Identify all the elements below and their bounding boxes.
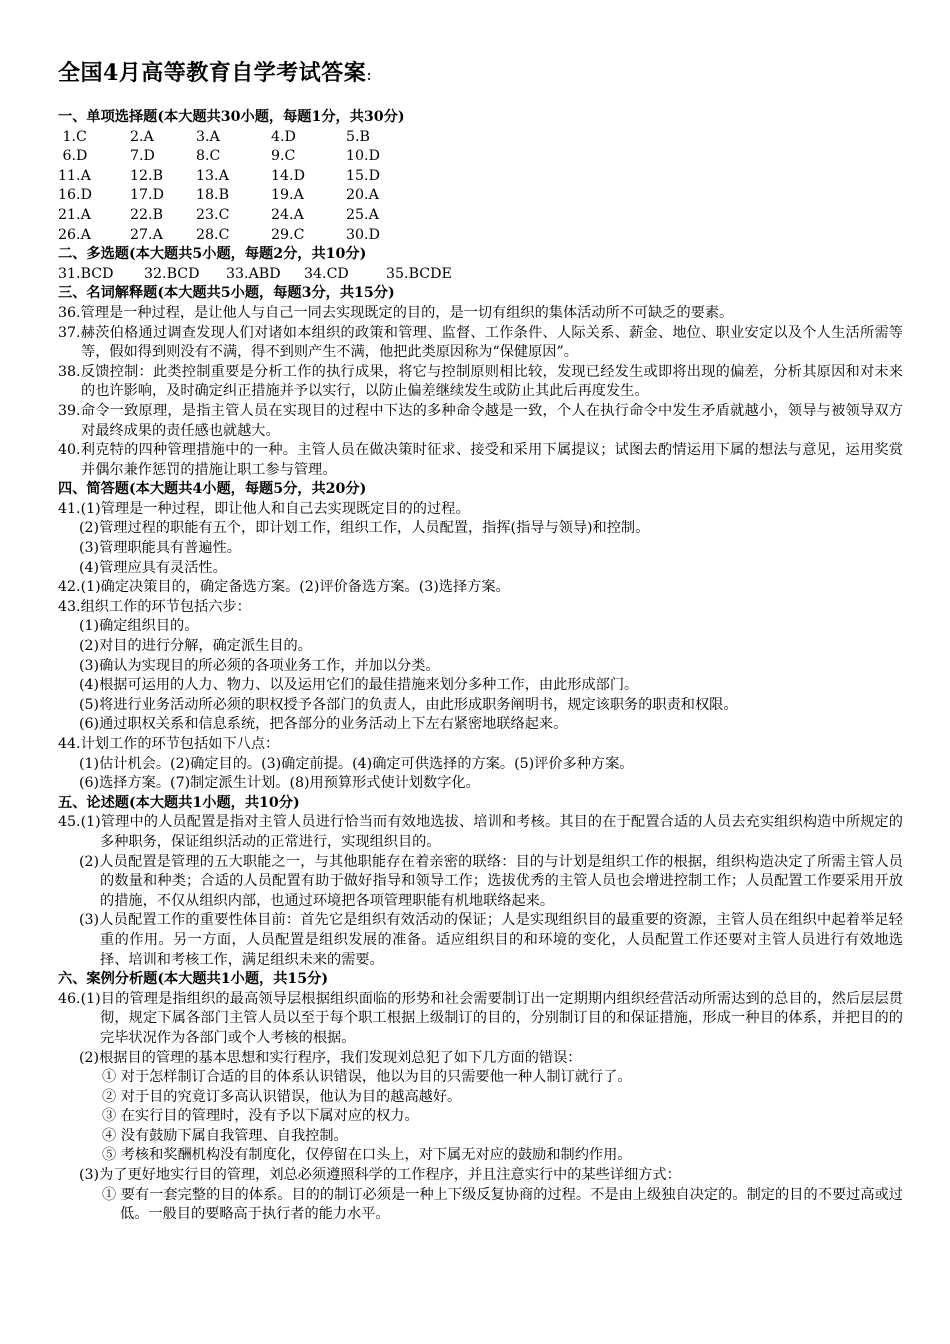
answer-41-line: (2)管理过程的职能有五个，即计划工作，组织工作，人员配置，指挥(指导与领导)和控制。 <box>79 520 650 537</box>
answer-39: 39.命令一致原理，是指主管人员在实现目的过程中下达的多种命令越是一致，个人在执行命令中发生矛盾就越小，领导与被领导双方对最终成果的责任感也就越大。 <box>58 402 903 439</box>
answer-43-line: (6)通过职权关系和信息系统，把各部分的业务活动上下左右紧密地联络起来。 <box>79 716 568 733</box>
answer-cell: 14.D <box>271 167 305 184</box>
error-item: ② 对于目的究竟订多高认识错误，他认为目的越高越好。 <box>102 1088 462 1105</box>
answer-43-line: (1)确定组织目的。 <box>79 618 199 635</box>
answer-cell: 23.C <box>196 206 230 223</box>
answer-cell: 3.A <box>196 128 220 145</box>
answer-43-line: (3)确认为实现目的所必须的各项业务工作，并加以分类。 <box>79 657 440 674</box>
answer-cell: 27.A <box>130 226 163 243</box>
answer-cell: 5.B <box>346 128 370 145</box>
answer-cell: 19.A <box>271 187 304 204</box>
document-page <box>58 58 903 1225</box>
section-1-heading: 一、单项选择题(本大题共30小题，每题1分，共30分) <box>58 109 405 125</box>
answer-cell: 11.A <box>58 167 91 184</box>
answer-44-line: 44.计划工作的环节包括如下八点： <box>58 736 280 752</box>
document-title <box>58 58 903 90</box>
answer-cell: 1.C <box>58 128 87 145</box>
answer-cell: 21.A <box>58 206 91 223</box>
answer-41-line: (3)管理职能具有普遍性。 <box>79 540 241 557</box>
answer-row <box>58 128 903 148</box>
answer-row <box>58 167 903 187</box>
answer-cell: 34.CD <box>304 265 349 282</box>
answer-43-line: 43.组织工作的环节包括六步： <box>58 598 251 615</box>
error-item: ① 对于怎样制订合适的目的体系认识错误，他以为目的只需要他一种人制订就行了。 <box>102 1069 632 1086</box>
answer-row <box>58 186 903 206</box>
answer-cell: 17.D <box>130 187 164 204</box>
answer-row <box>58 226 903 246</box>
section-6-heading: 六、案例分析题(本大题共1小题，共15分) <box>58 971 329 988</box>
section-3-heading: 三、名词解释题(本大题共5小题，每题3分，共15分) <box>58 285 395 302</box>
multi-choice-answers <box>58 265 903 285</box>
answer-41-line: (4)管理应具有灵活性。 <box>79 559 227 576</box>
answer-37: 37.赫茨伯格通过调查发现人们对诸如本组织的政策和管理、监督、工作条件、人际关系、薪金、地位、职业安定以及个人生活所需等等，假如得到则没有不满，得不到则产生不满，他把此类原因称为“保健原因”。 <box>58 324 903 361</box>
answer-cell: 29.C <box>271 226 305 243</box>
error-item: ⑤ 考核和奖酬机构没有制度化，仅停留在口头上，对下属无对应的鼓励和制约作用。 <box>102 1147 632 1164</box>
answer-41-line: 41.(1)管理是一种过程，即让他人和自己去实现既定目的的过程。 <box>58 500 470 517</box>
answer-46-part3: (3)为了更好地实行目的管理，刘总必须遵照科学的工作程序，并且注意实行中的某些详细方式： <box>79 1167 681 1184</box>
section-2-heading: 二、多选题(本大题共5小题，每题2分，共10分) <box>58 246 367 263</box>
answer-cell: 2.A <box>130 128 154 145</box>
answer-45-part1: 45.(1)管理中的人员配置是指对主管人员进行恰当而有效地选拔、培训和考核。其目的在于配置合适的人员去充实组织构造中所规定的多种职务，保证组织活动的正常进行，实现组织目的。 <box>58 814 903 850</box>
section-4-heading: 四、简答题(本大题共4小题，每题5分，共20分) <box>58 481 367 498</box>
answer-cell: 32.BCD <box>144 265 200 282</box>
answer-cell: 7.D <box>130 148 155 165</box>
answer-cell: 12.B <box>130 167 163 184</box>
answer-44-line: (1)估计机会。(2)确定目的。(3)确定前提。(4)确定可供选择的方案。(5)评价多种方案。 <box>79 755 634 772</box>
answer-46-part1: 46.(1)目的管理是指组织的最高领导层根据组织面临的形势和社会需要制订出一定期期内组织经营活动所需达到的总目的，然后层层贯彻，规定下属各部门主管人员以至于每个职工根据上级制订的目的，分别制订目的和保证措施，形成一种目的体系，并把目的的完毕状况作为各部门或个人考核的根据。 <box>58 990 903 1046</box>
answer-row <box>58 147 903 167</box>
answer-cell: 13.A <box>196 167 229 184</box>
answer-cell: 30.D <box>346 226 380 243</box>
answer-cell: 22.B <box>130 206 163 223</box>
error-item: ③ 在实行目的管理时，没有予以下属对应的权力。 <box>102 1108 419 1125</box>
answer-cell: 35.BCDE <box>386 265 452 282</box>
answer-46-part2: (2)根据目的管理的基本思想和实行程序，我们发现刘总犯了如下几方面的错误： <box>79 1049 582 1066</box>
answer-cell: 8.C <box>196 148 221 165</box>
answer-cell: 31.BCD <box>58 265 114 282</box>
section-5-heading: 五、论述题(本大题共1小题，共10分) <box>58 794 300 811</box>
step-item: ① 要有一套完整的目的体系。目的的制订必须是一种上下级反复协商的过程。不是由上级独自决定的。制定的目的不要过高或过低。一般目的要略高于执行者的能力水平。 <box>102 1186 903 1223</box>
answer-cell: 10.D <box>346 148 380 165</box>
answer-45-part3: (3)人员配置工作的重要性体目前：首先它是组织有效活动的保证；人是实现组织目的最重要的资源，主管人员在组织中起着举足轻重的作用。另一方面，人员配置是组织发展的准备。适应组织目的和环境的变化，人员配置工作还要对主管人员进行有效地选择、培训和考核工作，满足组织未来的需要。 <box>79 912 903 968</box>
answer-cell: 25.A <box>346 206 379 223</box>
answer-40: 40.利克特的四种管理措施中的一种。主管人员在做决策时征求、接受和采用下属提议；试图去酌情运用下属的想法与意见，运用奖赏并偶尔兼作惩罚的措施让职工参与管理。 <box>58 442 903 478</box>
answer-cell: 24.A <box>271 206 304 223</box>
answer-cell: 26.A <box>58 226 91 243</box>
single-choice-answers <box>58 128 903 246</box>
answer-42: 42.(1)确定决策目的，确定备选方案。(2)评价备选方案。(3)选择方案。 <box>58 579 510 596</box>
answer-44-line: (6)选择方案。(7)制定派生计划。(8)用预算形式使计划数字化。 <box>79 775 480 792</box>
answer-row <box>58 206 903 226</box>
error-item: ④ 没有鼓励下属自我管理、自我控制。 <box>102 1127 348 1144</box>
answer-43-line: (2)对目的进行分解，确定派生目的。 <box>79 638 312 655</box>
answer-cell: 18.B <box>196 187 229 204</box>
answer-cell: 6.D <box>58 148 88 165</box>
answer-cell: 20.A <box>346 187 379 204</box>
answer-cell: 28.C <box>196 226 230 243</box>
title-colon: : <box>366 65 373 84</box>
title-text: 全国4月高等教育自学考试答案 <box>58 60 367 86</box>
answer-cell: 9.C <box>271 148 296 165</box>
answer-43-line: (4)根据可运用的人力、物力、以及运用它们的最佳措施来划分多种工作，由此形成部门。 <box>79 677 639 694</box>
answer-45-part2: (2)人员配置是管理的五大职能之一，与其他职能存在着亲密的联络：目的与计划是组织工作的根据，组织构造决定了所需主管人员的数量和种类；合适的人员配置有助于做好指导和领导工作；选拔优秀的主管人员也会增进控制工作；人员配置工作要采用开放的措施，不仅从组织内部，也通过环境把各项管理职能有机地联络起来。 <box>79 853 903 909</box>
answer-43-line: (5)将进行业务活动所必须的职权授予各部门的负责人，由此形成职务阐明书，规定该职务的职责和权限。 <box>79 696 738 713</box>
answer-cell: 4.D <box>271 128 296 145</box>
answer-cell: 16.D <box>58 187 92 204</box>
answer-cell: 15.D <box>346 167 380 184</box>
answer-36: 36.管理是一种过程，是让他人与自己一同去实现既定的目的，是一切有组织的集体活动所不可缺乏的要素。 <box>58 304 734 321</box>
answer-cell: 33.ABD <box>226 265 281 282</box>
answer-38: 38.反馈控制：此类控制重要是分析工作的执行成果，将它与控制原则相比较，发现已经发生或即将出现的偏差，分析其原因和对未来的也许影响，及时确定纠正措施并予以实行，以防止偏差继续发生或防止其此后再度发生。 <box>58 363 903 400</box>
